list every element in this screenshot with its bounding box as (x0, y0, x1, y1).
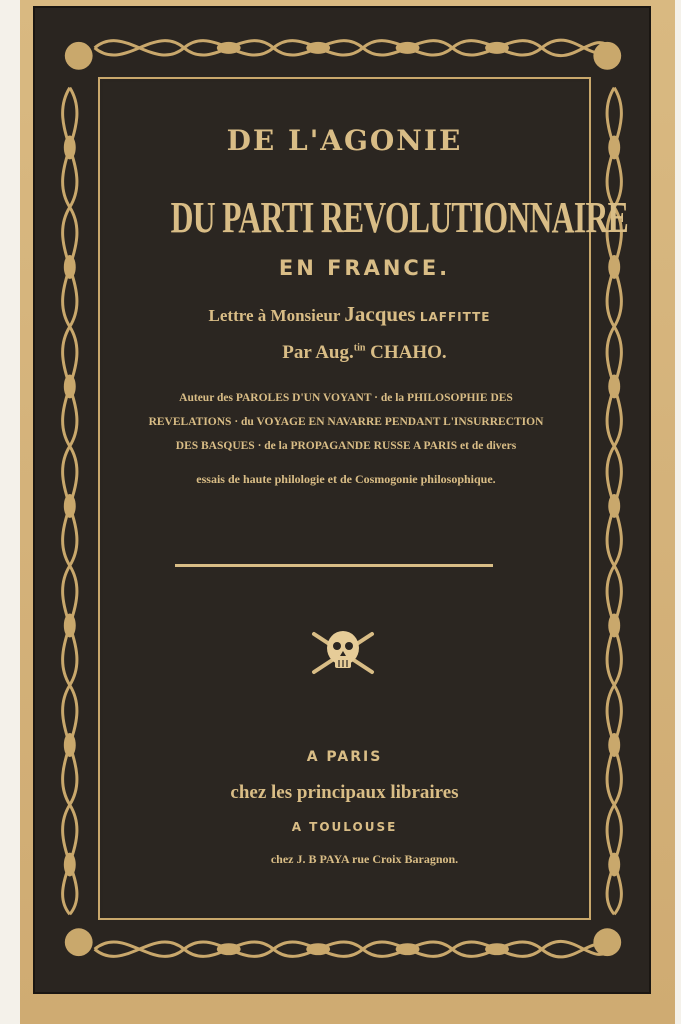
imprint-city-1: A PARIS (306, 749, 383, 765)
title-line-2: DU PARTI REVOLUTIONNAIRE (170, 193, 629, 242)
author-prefix: Par Aug. (282, 342, 354, 363)
author-name: CHAHO. (370, 342, 447, 363)
works-line-3: DES BASQUES · de la PROPAGANDE RUSSE A PARIS et de divers (175, 440, 517, 452)
title-line-3: EN FRANCE. (278, 256, 451, 280)
works-line-2: REVELATIONS · du VOYAGE EN NAVARRE PENDANT L'INSURRECTION (148, 416, 544, 428)
works-line-1: Auteur des PAROLES D'UN VOYANT · de la PHILOSOPHIE DES (179, 392, 513, 404)
title-panel (103, 82, 629, 915)
letter-dedication (103, 302, 586, 327)
author-line (103, 342, 586, 364)
skull-crossbones-icon (308, 622, 378, 682)
letter-prefix: Lettre à Monsieur (208, 306, 341, 325)
imprint-text-1: chez les principaux libraires (230, 782, 459, 803)
author-sup: tin (353, 342, 366, 354)
title-line-1: DE L'AGONIE (226, 124, 463, 157)
letter-name: Jacques (344, 302, 416, 326)
divider-rule (175, 564, 493, 567)
works-line-4: essais de haute philologie et de Cosmogonie philosophique. (196, 472, 496, 486)
imprint-city-2: A TOULOUSE (291, 820, 398, 834)
letter-surname: LAFFITTE (419, 310, 491, 324)
imprint-text-2: chez J. B PAYA rue Croix Baragnon. (270, 852, 459, 866)
